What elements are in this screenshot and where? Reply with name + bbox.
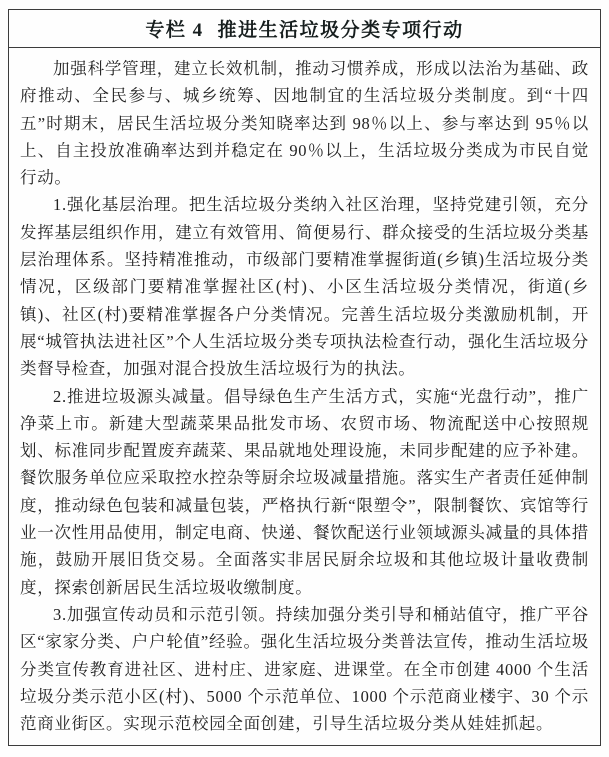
paragraph-item-1: 1.强化基层治理。把生活垃圾分类纳入社区治理，坚持党建引领，充分发挥基层组织作用，建立有效管用、简便易行、群众接受的生活垃圾分类基层治理体系。坚持精准推动，市级部门要精准掌握街道(乡镇)生活垃圾分类情况，区级部门要精准掌握社区(村)、小区生活垃圾分类情况，街道(乡镇)、社区(村)要精准掌握各户分类情况。完善生活垃圾分类激励机制，开展“城管执法进社区”个人生活垃圾分类专项执法检查行动，强化生活垃圾分类督导检查，加强对混合投放生活垃圾行为的执法。 <box>20 195 589 379</box>
column-box-title <box>145 15 463 42</box>
paragraph-item-2: 2.推进垃圾源头减量。倡导绿色生产生活方式，实施“光盘行动”，推广净菜上市。新建大型蔬菜果品批发市场、农贸市场、物流配送中心按照规划、标准同步配置废弃蔬菜、果品就地处理设施，未同步配建的应予补建。餐饮服务单位应采取控水控杂等厨余垃圾减量措施。落实生产者责任延伸制度，推动绿色包装和减量包装，严格执行新“限塑令”，限制餐饮、宾馆等行业一次性用品使用，制定电商、快递、餐饮配送行业领域源头减量的具体措施，鼓励开展旧货交易。全面落实非居民厨余垃圾和其他垃圾计量收费制度，探索创新居民生活垃圾收缴制度。 <box>20 386 589 597</box>
column-box-body <box>9 48 600 745</box>
column-number-label: 专栏 4 <box>145 20 204 41</box>
column-box <box>8 9 601 746</box>
paragraph-intro: 加强科学管理，建立长效机制，推动习惯养成，形成以法治为基础、政府推动、全民参与、城乡统筹、因地制宜的生活垃圾分类制度。到“十四五”时期末，居民生活垃圾分类知晓率达到 98％以上、参与率达到 95％以上、自主投放准确率达到并稳定在 90％以上，生活垃圾分类成为市民自觉行动。 <box>20 59 589 188</box>
paragraph-item-3: 3.加强宣传动员和示范引领。持续加强分类引导和桶站值守，推广平谷区“家家分类、户户轮值”经验。强化生活垃圾分类普法宣传，推动生活垃圾分类宣传教育进社区、进村庄、进家庭、进课堂。在全市创建 4000 个生活垃圾分类示范小区(村)、5000 个示范单位、1000 个示范商业楼宇、30 个示范商业街区。实现示范校园全面创建，引导生活垃圾分类从娃娃抓起。 <box>20 604 589 734</box>
column-title-text: 推进生活垃圾分类专项行动 <box>217 20 464 41</box>
column-box-title-row <box>9 10 600 48</box>
